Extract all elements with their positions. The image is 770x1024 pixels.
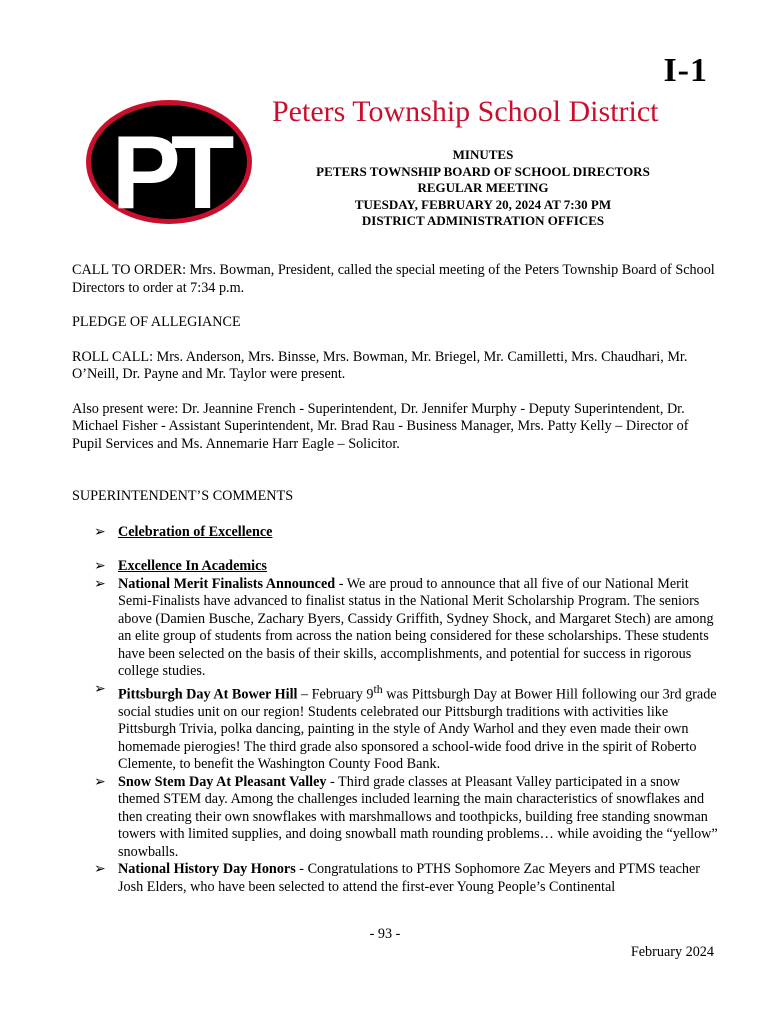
header-line: MINUTES bbox=[452, 147, 514, 162]
section-heading: SUPERINTENDENT’S COMMENTS bbox=[72, 488, 294, 504]
item-text: was Pittsburgh Day at Bower Hill following our 3rd grade social studies unit on our region! Students celebrated our Pittsburgh traditions with activities like Pittsburgh Trivia, polka dancing, painting in the style of Andy Warhol and they even made their own homemade pierogies! The third grade also sponsored a school-wide food drive in the spirit of Roberto Clemente, to benefit the Washington County Food Bank. bbox=[118, 686, 717, 773]
arrow-bullet-icon: ➢ bbox=[94, 558, 106, 574]
footer-page-number: - 93 - bbox=[369, 926, 401, 942]
header-line: DISTRICT ADMINISTRATION OFFICES bbox=[361, 213, 605, 229]
arrow-bullet-icon: ➢ bbox=[94, 575, 106, 592]
page-label: I-1 bbox=[663, 52, 708, 89]
meeting-header bbox=[268, 147, 698, 230]
district-logo bbox=[84, 98, 254, 226]
ordinal-suffix: th bbox=[373, 681, 383, 696]
pledge-of-allegiance: PLEDGE OF ALLEGIANCE bbox=[72, 314, 241, 330]
academics-heading: Excellence In Academics bbox=[118, 558, 267, 574]
list-item bbox=[72, 861, 720, 896]
list-item bbox=[72, 558, 720, 576]
item-title: Pittsburgh Day At Bower Hill bbox=[118, 686, 298, 703]
roll-call: ROLL CALL: Mrs. Anderson, Mrs. Binsse, Mrs. Bowman, Mr. Briegel, Mr. Camilletti, Mrs. Chaudhari, Mr. O’Neill, Dr. Payne and Mr. Taylor were present. bbox=[72, 348, 688, 382]
item-title: Snow Stem Day At Pleasant Valley bbox=[118, 773, 327, 790]
document-body bbox=[72, 262, 720, 896]
district-name: Peters Township School District bbox=[272, 95, 659, 128]
item-text: - We are proud to announce that all five of our National Merit Semi-Finalists have advanced to finalist status in the National Merit Scholarship Program. The seniors above (Damien Busche, Zachary Byers, Cassidy Griffith, Sydney Shock, and Margaret Stech) are among an elite group of students from across the nation being considered for these scholarships. These students have been selected on the basis of their skills, accomplishments, and potential for success in rigorous college studies. bbox=[118, 575, 714, 679]
header-line: PETERS TOWNSHIP BOARD OF SCHOOL DIRECTORS bbox=[316, 163, 650, 179]
item-text: – February 9 bbox=[297, 686, 374, 703]
comments-list bbox=[72, 524, 720, 897]
arrow-bullet-icon: ➢ bbox=[94, 773, 106, 790]
header-line: REGULAR MEETING bbox=[417, 180, 549, 196]
item-text: - Congratulations to PTHS Sophomore Zac Meyers and PTMS teacher Josh Elders, who have been selected to attend the first-ever Young People’s Continental bbox=[118, 861, 701, 895]
list-item bbox=[72, 576, 720, 681]
arrow-bullet-icon: ➢ bbox=[94, 680, 106, 697]
header-line: TUESDAY, FEBRUARY 20, 2024 AT 7:30 PM bbox=[354, 196, 612, 212]
footer-date: February 2024 bbox=[630, 944, 714, 960]
also-present: Also present were: Dr. Jeannine French - Superintendent, Dr. Jennifer Murphy - Deputy Superintendent, Dr. Michael Fisher - Assistant Superintendent, Mr. Brad Rau - Business Manager, Mrs. Patty Kelly – Director of Pupil Services and Ms. Annemarie Harr Eagle – Solicitor. bbox=[72, 400, 689, 452]
list-item bbox=[72, 774, 720, 862]
list-item bbox=[72, 681, 720, 774]
item-title: National Merit Finalists Announced bbox=[118, 575, 336, 592]
celebration-heading: Celebration of Excellence bbox=[118, 523, 273, 540]
arrow-bullet-icon: ➢ bbox=[94, 861, 106, 878]
list-item bbox=[72, 524, 720, 542]
arrow-bullet-icon: ➢ bbox=[94, 523, 106, 540]
logo-letters: PT bbox=[111, 115, 225, 226]
item-text: - Third grade classes at Pleasant Valley participated in a snow themed STEM day. Among the challenges included learning the main characteristics of snowflakes and then creating their own snowflakes with marshmallows and toothpicks, building free standing snowman towers with limited supplies, and doing snowball math rounding problems… while avoiding the “yellow” snowballs. bbox=[118, 773, 718, 860]
call-to-order: CALL TO ORDER: Mrs. Bowman, President, called the special meeting of the Peters Township Board of School Directors to order at 7:34 p.m. bbox=[72, 262, 715, 296]
item-title: National History Day Honors bbox=[118, 861, 296, 878]
